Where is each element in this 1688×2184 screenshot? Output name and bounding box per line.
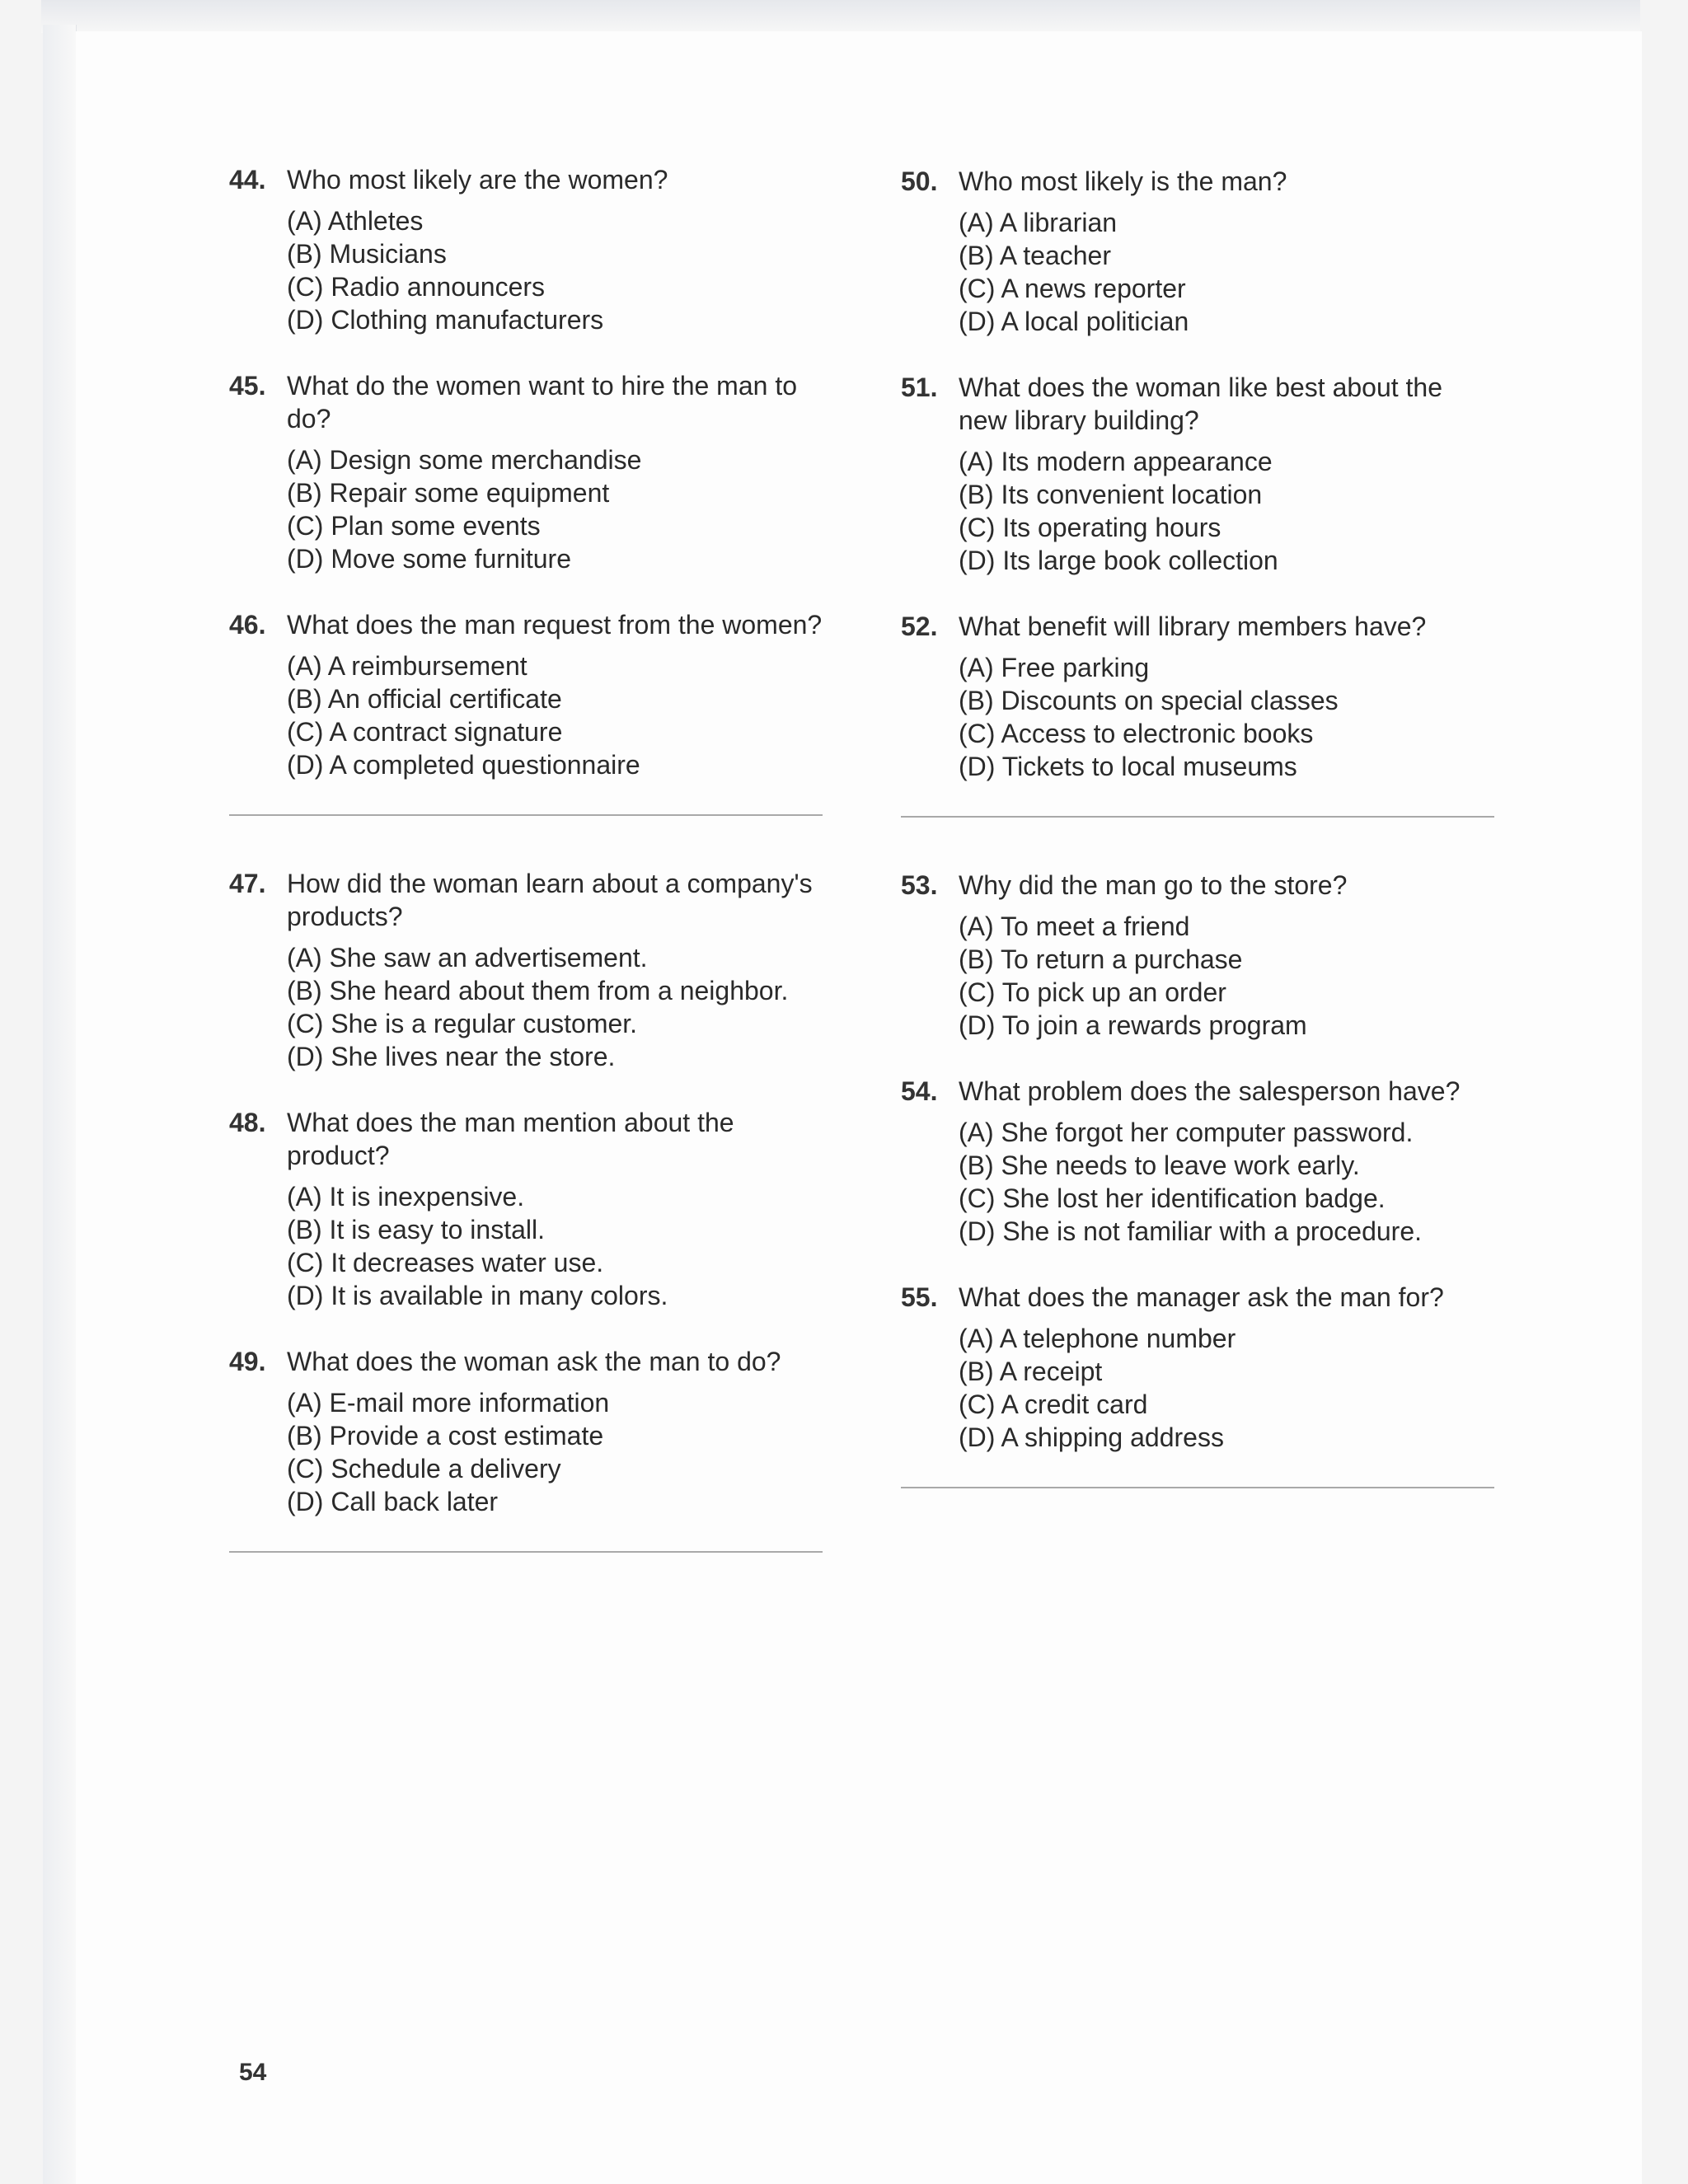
answer-option: (C) Plan some events: [287, 511, 541, 541]
answer-option: (A) A librarian: [959, 208, 1118, 237]
section-divider: [901, 816, 1494, 818]
question-number: 53.: [901, 870, 938, 900]
answer-option: (D) Call back later: [287, 1487, 499, 1516]
answer-options: [959, 910, 1494, 1042]
answer-options: [287, 443, 823, 575]
question-48: [229, 1106, 823, 1312]
answer-option: (B) She heard about them from a neighbor.: [287, 976, 789, 1005]
question-text: What does the man request from the women?: [287, 610, 823, 640]
question-46: [229, 608, 823, 781]
answer-option: (A) A telephone number: [959, 1324, 1236, 1353]
answer-option: (B) A teacher: [959, 241, 1111, 270]
question-text: What does the man mention about the product?: [287, 1108, 734, 1170]
question-text: What does the woman like best about the new library building?: [959, 373, 1443, 435]
question-number: 51.: [901, 373, 938, 402]
question-header: [901, 869, 1494, 902]
answer-options: [287, 1180, 823, 1312]
answer-option: (D) A local politician: [959, 307, 1189, 336]
question-header: [901, 371, 1494, 437]
answer-option: (D) Clothing manufacturers: [287, 305, 604, 335]
answer-option: (A) She forgot her computer password.: [959, 1118, 1414, 1147]
question-number: 48.: [229, 1108, 266, 1137]
answer-option: (C) Its operating hours: [959, 513, 1221, 542]
answer-option: (D) She lives near the store.: [287, 1042, 616, 1071]
answer-option: (C) Access to electronic books: [959, 719, 1314, 748]
answer-option: (D) Its large book collection: [959, 546, 1278, 575]
question-text: What benefit will library members have?: [959, 612, 1427, 641]
answer-option: (B) An official certificate: [287, 684, 562, 714]
answer-options: [959, 1116, 1494, 1248]
answer-option: (A) It is inexpensive.: [287, 1182, 525, 1212]
answer-option: (A) A reimbursement: [287, 651, 528, 681]
answer-option: (C) She lost her identification badge.: [959, 1183, 1386, 1213]
left-column: [229, 163, 823, 1604]
question-header: [229, 608, 823, 641]
question-header: [901, 1281, 1494, 1314]
answer-option: (A) She saw an advertisement.: [287, 943, 648, 972]
question-text: Why did the man go to the store?: [959, 870, 1348, 900]
question-number: 52.: [901, 612, 938, 641]
question-text: What does the woman ask the man to do?: [287, 1347, 781, 1376]
question-header: [901, 1075, 1494, 1108]
page-number: 54: [239, 2059, 267, 2086]
question-number: 55.: [901, 1282, 938, 1312]
answer-option: (B) To return a purchase: [959, 944, 1243, 974]
question-number: 49.: [229, 1347, 266, 1376]
answer-option: (A) Free parking: [959, 653, 1150, 682]
answer-option: (B) A receipt: [959, 1357, 1103, 1386]
question-text: What do the women want to hire the man to do?: [287, 371, 797, 434]
question-text: What problem does the salesperson have?: [959, 1076, 1461, 1106]
question-header: [229, 163, 823, 196]
answer-option: (A) Athletes: [287, 206, 424, 236]
answer-option: (C) It decreases water use.: [287, 1248, 604, 1277]
binder-margin: [43, 25, 77, 2184]
question-text: How did the woman learn about a company's products?: [287, 869, 813, 931]
answer-options: [287, 941, 823, 1073]
question-number: 46.: [229, 610, 266, 640]
question-text: Who most likely are the women?: [287, 165, 668, 194]
answer-options: [287, 204, 823, 336]
section-divider: [901, 1487, 1494, 1488]
question-53: [901, 869, 1494, 1042]
answer-option: (C) To pick up an order: [959, 977, 1226, 1007]
question-44: [229, 163, 823, 336]
question-51: [901, 371, 1494, 577]
answer-option: (D) A shipping address: [959, 1422, 1224, 1452]
section-divider: [229, 1551, 823, 1553]
answer-option: (D) It is available in many colors.: [287, 1281, 668, 1310]
question-header: [229, 867, 823, 933]
answer-option: (C) Schedule a delivery: [287, 1454, 561, 1483]
answer-option: (B) Musicians: [287, 239, 447, 269]
answer-option: (D) To join a rewards program: [959, 1010, 1307, 1040]
answer-options: [959, 1322, 1494, 1454]
answer-option: (C) She is a regular customer.: [287, 1009, 638, 1038]
answer-option: (C) A contract signature: [287, 717, 563, 747]
question-header: [229, 1345, 823, 1378]
question-number: 45.: [229, 371, 266, 401]
answer-option: (A) Its modern appearance: [959, 447, 1273, 476]
question-49: [229, 1345, 823, 1518]
answer-option: (A) Design some merchandise: [287, 445, 642, 475]
answer-option: (D) She is not familiar with a procedure.: [959, 1216, 1422, 1246]
answer-option: (B) Discounts on special classes: [959, 686, 1339, 715]
answer-option: (C) A credit card: [959, 1390, 1148, 1419]
answer-option: (A) To meet a friend: [959, 912, 1190, 941]
answer-options: [959, 651, 1494, 783]
question-54: [901, 1075, 1494, 1248]
answer-options: [287, 649, 823, 781]
question-header: [229, 369, 823, 435]
answer-option: (D) Tickets to local museums: [959, 752, 1297, 781]
answer-option: (B) Provide a cost estimate: [287, 1421, 604, 1451]
answer-options: [959, 445, 1494, 577]
question-header: [901, 165, 1494, 198]
question-header: [229, 1106, 823, 1172]
answer-options: [959, 206, 1494, 338]
answer-option: (A) E-mail more information: [287, 1388, 610, 1418]
question-47: [229, 867, 823, 1073]
question-text: What does the manager ask the man for?: [959, 1282, 1444, 1312]
question-number: 47.: [229, 869, 266, 898]
answer-option: (D) A completed questionnaire: [287, 750, 640, 780]
answer-option: (B) She needs to leave work early.: [959, 1151, 1360, 1180]
question-55: [901, 1281, 1494, 1454]
question-text: Who most likely is the man?: [959, 166, 1287, 196]
answer-option: (B) It is easy to install.: [287, 1215, 545, 1244]
answer-options: [287, 1386, 823, 1518]
answer-option: (D) Move some furniture: [287, 544, 571, 574]
question-number: 50.: [901, 166, 938, 196]
scan-top-edge: [41, 0, 1640, 33]
question-header: [901, 610, 1494, 643]
right-column: [901, 165, 1494, 1540]
answer-option: (B) Repair some equipment: [287, 478, 610, 508]
question-45: [229, 369, 823, 575]
question-number: 54.: [901, 1076, 938, 1106]
section-divider: [229, 814, 823, 816]
answer-option: (C) A news reporter: [959, 274, 1186, 303]
question-number: 44.: [229, 165, 266, 194]
answer-option: (B) Its convenient location: [959, 480, 1263, 509]
question-52: [901, 610, 1494, 783]
answer-option: (C) Radio announcers: [287, 272, 546, 302]
question-50: [901, 165, 1494, 338]
